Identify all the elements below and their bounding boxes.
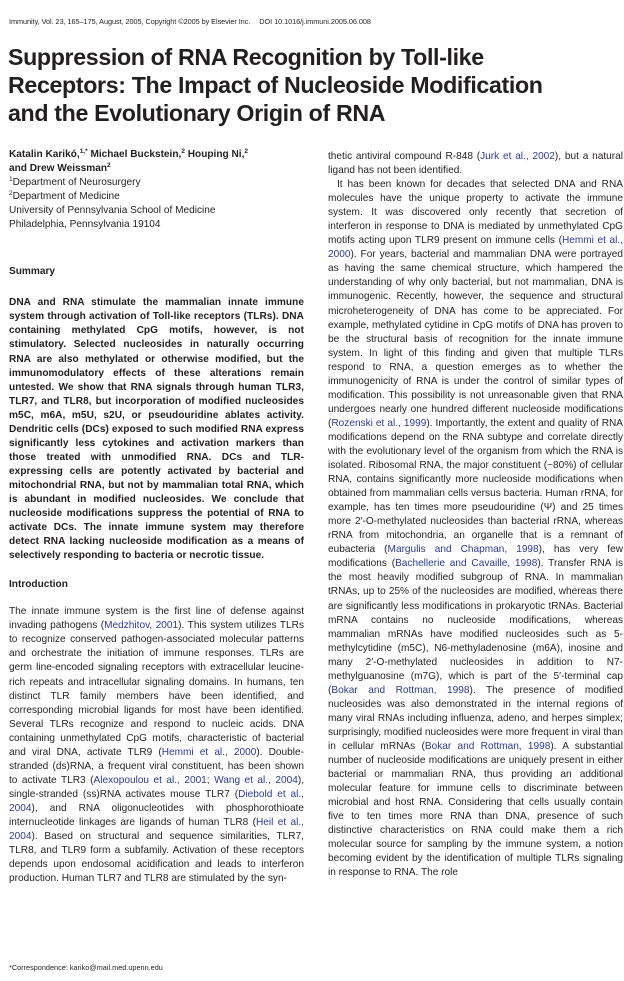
body-text: ). For years, bacterial and mammalian DNA were portrayed as having the same chemical structure, which hampered the understanding of why only bacterial, but not mammalian, DNA is immunogenic. Recently, however, the sequence and structural microheterogeneity of DNA has come to be appreciated. For example, methylated cytidine in CpG motifs of DNA has proven to be the structural basis of recognition for the innate immune system. In light of this finding and given that multiple TLRs respond to RNA, a question emerges as to whether the immunogenicity of RNA is under the control of similar types of modification. This possibility is not unreasonable given that RNA undergoes nearly one hundred different nucleoside modifications ( — [328, 249, 623, 429]
affiliations — [9, 176, 304, 232]
affiliation-university: University of Pennsylvania School of Medicine — [9, 205, 216, 217]
author: Michael Buckstein, — [87, 149, 182, 160]
affiliation-city: Philadelphia, Pennsylvania 19104 — [9, 219, 161, 231]
affil-sup: 1 — [9, 176, 13, 184]
body-text: It has been known for decades that selected DNA and RNA molecules have the unique property to activate the immune system. It was discovered only recently that secretion of interferon in response to DNA is mediated by unmethylated CpG motifs acting upon TLR9 present on immune cells ( — [328, 179, 623, 247]
body-text: The innate immune system is the first line of defense against invading pathogens ( — [9, 606, 304, 632]
summary-heading: Summary — [9, 266, 56, 278]
affil-dept: Department of Neurosurgery — [12, 177, 141, 189]
citation-link[interactable]: Heil et al., 2004 — [9, 816, 304, 843]
introduction-heading: Introduction — [9, 579, 68, 591]
citation-link[interactable]: Hemmi et al., 2000 — [161, 746, 257, 758]
author-affil-sup: 1,* — [79, 148, 88, 155]
citation-link[interactable]: Alexopoulou et al., 2001 — [93, 774, 207, 786]
citation-link[interactable]: Margulis and Chapman, 1998 — [387, 544, 539, 556]
title-line: and the Evolutionary Origin of RNA — [8, 100, 386, 126]
summary-text: DNA and RNA stimulate the mammalian innate immune system through activation of Toll-like receptors (TLRs). DNA containing methylated CpG motifs, however, is not stimulatory. Selected nucleosides in naturally occurring RNA are also methylated or otherwise modified, but the immunomodulatory effects of these alterations remain untested. We show that RNA signals through human TLR3, TLR7, and TLR8, but incorporation of modified nucleosides m5C, m6A, m5U, s2U, or pseudouridine ablates activity. Dendritic cells (DCs) exposed to such modified RNA express significantly less cytokines and activation markers than those treated with unmodified RNA. DCs and TLR-expressing cells are potently activated by bacterial and mitochondrial RNA, but not by mammalian total RNA, which is abundant in modified nucleosides. We conclude that nucleoside modifications suppress the potential of RNA to activate DCs. The innate immune system may therefore detect RNA lacking nucleoside modification as a means of selectively responding to bacteria or necrotic tissue. — [9, 297, 304, 562]
body-text: ), single-stranded (ss)RNA activates mouse TLR7 ( — [9, 774, 304, 800]
citation-link[interactable]: Medzhitov, 2001 — [104, 620, 179, 632]
affiliation — [9, 176, 304, 190]
correspondence-footnote: *Correspondence: kariko@mail.med.upenn.edu — [9, 963, 163, 972]
body-text: ). Double-stranded (ds)RNA, a frequent viral constituent, has been shown to activate TLR3 ( — [9, 746, 304, 786]
right-column — [328, 150, 623, 880]
intro-paragraph — [328, 178, 623, 880]
body-text: ). Transfer RNA is the most heavily modified subgroup of RNA. In mammalian tRNAs, up to 25% of the nucleosides are modified, whereas there are significantly less modifications in prokaryotic tRNAs. Bacterial mRNA contains no nucleoside modifications, whereas mammalian mRNAs have modified nucleosides such as 5-methylcytidine (m5C), N6-methyladenosine (m6A), inosine and many 2′-O-methylated nucleosides in addition to N7-methylguanosine (m7G), which is part of the 5′-terminal cap ( — [328, 558, 623, 696]
author: Katalin Karikó, — [9, 149, 80, 160]
body-text: ). This system utilizes TLRs to recognize conserved pathogen-associated molecular patterns and orchestrate the initiation of immune responses. TLRs are germ line-encoded signaling receptors with extracellular leucine-rich repeats and intracellular signaling domains. In humans, ten distinct TLR family members have been identified, and corresponding microbial ligands for most have been identified. Several TLRs recognize and respond to nucleic acids. DNA containing unmethylated CpG motifs, characteristic of bacterial and viral DNA, activate TLR9 ( — [9, 620, 304, 758]
article-title — [8, 43, 618, 127]
body-text: ). The presence of modified nucleosides was also demonstrated in the internal regions of many viral RNAs including influenza, adeno, and herpes simplex; surprisingly, modified nucleosides were more frequent in viral than in cellular mRNAs ( — [328, 684, 624, 752]
body-text: ; — [206, 774, 215, 786]
author-affil-sup: 2 — [106, 162, 111, 170]
author: and Drew Weissman — [9, 163, 107, 175]
journal-citation: Immunity, Vol. 23, 165–175, August, 2005, Copyright ©2005 by Elsevier Inc. — [9, 17, 251, 26]
body-text: ), has very few modifications ( — [328, 544, 623, 570]
doi: DOI 10.1016/j.immuni.2005.06.008 — [259, 17, 371, 26]
body-text: thetic antiviral compound R-848 ( — [328, 151, 481, 162]
affil-dept: Department of Medicine — [12, 191, 120, 203]
citation-link[interactable]: Hemmi et al., 2000 — [328, 235, 623, 261]
title-line: Suppression of RNA Recognition by Toll-like — [8, 44, 484, 70]
author-list — [9, 148, 304, 176]
body-text: ). A substantial number of nucleoside modifications are uniquely present in either bacterial or mammalian RNA, thus providing an additional molecular feature for immune cells to discriminate between microbial and host RNA. Considering that cells usually contain five to ten times more RNA than DNA, presence of such distinctive characteristics on RNA could make them a rich molecular source for sampling by the immune system, a notion becoming evident by the identification of multiple TLRs signaling in response to RNA. The role — [328, 740, 624, 879]
citation-link[interactable]: Rozenski et al., 1999 — [331, 417, 427, 429]
journal-header — [9, 17, 371, 26]
body-text: ), but a natural ligand has not been identified. — [328, 151, 623, 177]
affil-sup: 2 — [9, 190, 13, 198]
author-affil-sup: 2 — [244, 148, 249, 155]
affiliation — [9, 190, 304, 204]
body-text: ). Based on structural and sequence similarities, TLR7, TLR8, and TLR9 form a subfamily. Activation of these receptors depends upon endosomal acidification and leads to interferon production. Human TLR7 and TLR8 are stimulated by the syn- — [9, 831, 304, 885]
author: Houping Ni, — [184, 149, 245, 160]
citation-link[interactable]: Bokar and Rottman, 1998 — [424, 740, 551, 752]
citation-link[interactable]: Bachellerie and Cavaille, 1998 — [395, 558, 538, 570]
author-affil-sup: 2 — [181, 148, 185, 155]
citation-link[interactable]: Wang et al., 2004 — [214, 774, 298, 786]
citation-link[interactable]: Bokar and Rottman, 1998 — [331, 684, 470, 696]
intro-paragraph — [9, 605, 304, 886]
left-column — [9, 148, 304, 886]
title-line: Receptors: The Impact of Nucleoside Modification — [8, 72, 543, 98]
citation-link[interactable]: Jurk et al., 2002 — [480, 151, 555, 162]
body-text: ). Importantly, the extent and quality of RNA modifications depend on the RNA subtype and correlate directly with the evolutionary level of the organism from which the RNA is isolated. Ribosomal RNA, the major constituent (~80%) of cellular RNA, contains significantly more nucleoside modifications when obtained from mammalian cells versus bacteria. Human rRNA, for example, has ten times more pseudouridine (Ψ) and 25 times more 2′-O-methylated nucleosides than bacterial rRNA, whereas rRNA from mitochondria, an organelle that is a remnant of eubacteria ( — [328, 417, 624, 556]
body-text: ), and RNA oligonucleotides with phosphorothioate internucleotide linkages are ligands of human TLR8 ( — [9, 802, 304, 828]
intro-paragraph-continued — [328, 150, 623, 178]
citation-link[interactable]: Diebold et al., 2004 — [9, 788, 304, 814]
